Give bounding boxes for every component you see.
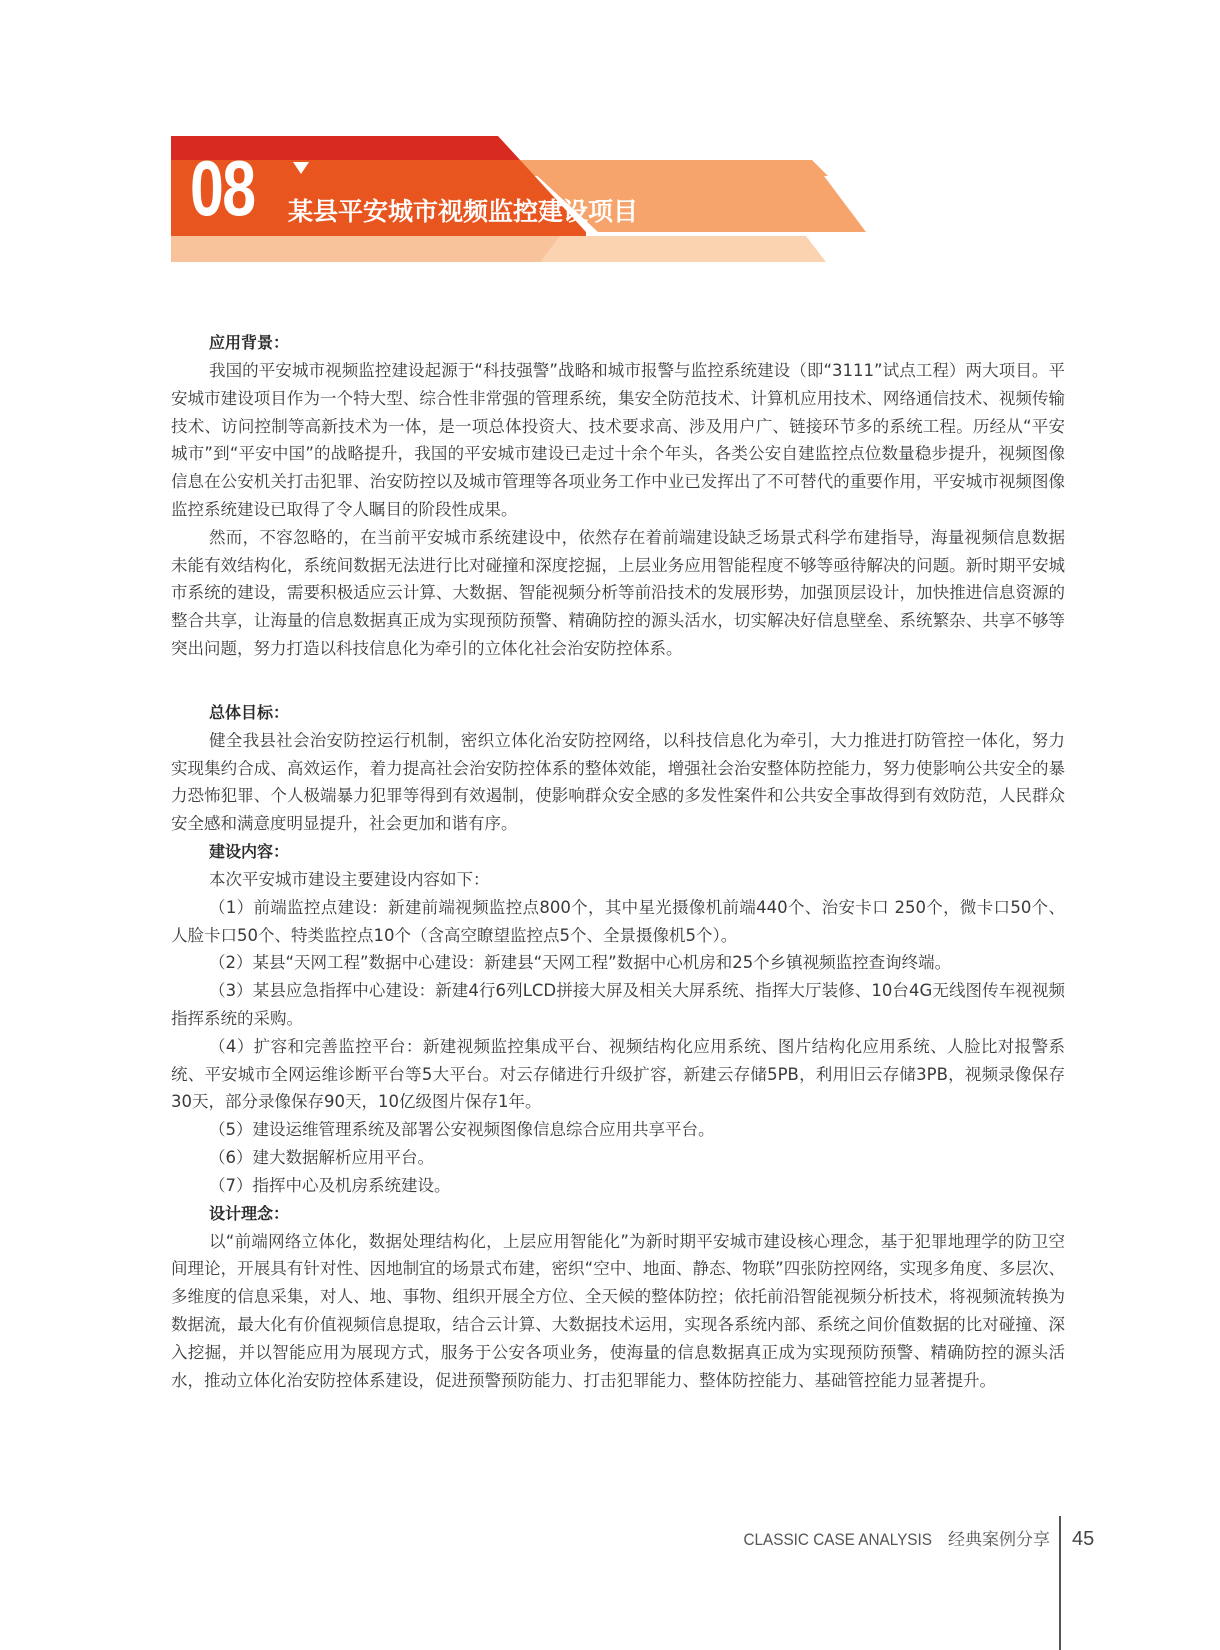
list-item: （1）前端监控点建设：新建前端视频监控点800个，其中星光摄像机前端440个、治安卡口 250个，微卡口50个、人脸卡口50个、特类监控点10个（含高空瞭望监控点5个、全景摄像机5个）。 <box>171 897 1065 945</box>
section-background <box>171 329 1065 663</box>
list-item: （7）指挥中心及机房系统建设。 <box>209 1175 451 1195</box>
chapter-number: 08 <box>190 144 255 232</box>
paragraph: 以“前端网络立体化，数据处理结构化，上层应用智能化”为新时期平安城市建设核心理念，基于犯罪地理学的防卫空间理论，开展具有针对性、因地制宜的场景式布建，密织“空中、地面、静态、物联”四张防控网络，实现多角度、多层次、多维度的信息采集，对人、地、事物、组织开展全方位、全天候的整体防控；依托前沿智能视频分析技术，将视频流转换为数据流，最大化有价值视频信息提取，结合云计算、大数据技术运用，实现各系统内部、系统之间价值数据的比对碰撞、深入挖掘，并以智能应用为展现方式，服务于公安各项业务，使海量的信息数据真正成为实现预防预警、精确防控的源头活水，推动立体化治安防控体系建设，促进预警预防能力、打击犯罪能力、整体防控能力、基础管控能力显著提升。 <box>171 1231 1065 1390</box>
section-design-concept <box>171 1200 1065 1395</box>
article-body <box>171 329 1065 1394</box>
footer-chinese: 经典案例分享 <box>948 1530 1050 1550</box>
section-heading: 设计理念： <box>209 1203 290 1223</box>
chapter-title: 某县平安城市视频监控建设项目 <box>288 197 639 226</box>
paragraph: 本次平安城市建设主要建设内容如下： <box>209 869 490 889</box>
running-footer <box>733 1528 1050 1552</box>
list-item: （3）某县应急指挥中心建设：新建4行6列LCD拼接大屏及相关大屏系统、指挥大厅装修、10台4G无线图传车视视频指挥系统的采购。 <box>171 981 1065 1028</box>
section-construction <box>171 838 1065 1200</box>
banner-graphic <box>0 0 1220 280</box>
footer-divider <box>1059 1516 1061 1650</box>
section-goals <box>171 699 1065 838</box>
footer-english: CLASSIC CASE ANALYSIS <box>743 1530 933 1549</box>
list-item: （4）扩容和完善监控平台：新建视频监控集成平台、视频结构化应用系统、图片结构化应用系统、人脸比对报警系统、平安城市全网运维诊断平台等5大平台。对云存储进行升级扩容，新建云存储5PB，利用旧云存储3PB，视频录像保存30天，部分录像保存90天，10亿级图片保存1年。 <box>171 1036 1065 1112</box>
paragraph: 我国的平安城市视频监控建设起源于“科技强警”战略和城市报警与监控系统建设（即“3111”试点工程）两大项目。平安城市建设项目作为一个特大型、综合性非常强的管理系统，集安全防范技术、计算机应用技术、网络通信技术、视频传输技术、访问控制等高新技术为一体，是一项总体投资大、技术要求高、涉及用户广、链接环节多的系统工程。历经从“平安城市”到“平安中国”的战略提升，我国的平安城市建设已走过十余个年头，各类公安自建监控点位数量稳步提升，视频图像信息在公安机关打击犯罪、治安防控以及城市管理等各项业务工作中业已发挥出了不可替代的重要作用，平安城市视频图像监控系统建设已取得了令人瞩目的阶段性成果。 <box>171 361 1065 519</box>
paragraph: 健全我县社会治安防控运行机制，密织立体化治安防控网络，以科技信息化为牵引，大力推进打防管控一体化，努力实现集约合成、高效运作，着力提高社会治安防控体系的整体效能，增强社会治安整体防控能力，努力使影响公共安全的暴力恐怖犯罪、个人极端暴力犯罪等得到有效遏制，使影响群众安全感的多发性案件和公共安全事故得到有效防范，人民群众安全感和满意度明显提升，社会更加和谐有序。 <box>171 730 1065 834</box>
section-heading: 建设内容： <box>209 841 290 861</box>
list-item: （5）建设运维管理系统及部署公安视频图像信息综合应用共享平台。 <box>209 1120 715 1140</box>
chapter-banner <box>0 0 1220 280</box>
section-heading: 总体目标： <box>209 702 290 722</box>
paragraph: 然而，不容忽略的，在当前平安城市系统建设中，依然存在着前端建设缺乏场景式科学布建指导，海量视频信息数据未能有效结构化，系统间数据无法进行比对碰撞和深度挖掘，上层业务应用智能程度不够等亟待解决的问题。新时期平安城市系统的建设，需要积极适应云计算、大数据、智能视频分析等前沿技术的发展形势，加强顶层设计，加快推进信息资源的整合共享，让海量的信息数据真正成为实现预防预警、精确防控的源头活水，切实解决好信息壁垒、系统繁杂、共享不够等突出问题，努力打造以科技信息化为牵引的立体化社会治安防控体系。 <box>171 527 1065 658</box>
list-item: （6）建大数据解析应用平台。 <box>209 1147 434 1167</box>
section-heading: 应用背景： <box>209 333 290 352</box>
banner-red-bottom <box>171 232 586 236</box>
list-item: （2）某县“天网工程”数据中心建设：新建县“天网工程”数据中心机房和25个乡镇视频监控查询终端。 <box>209 953 952 973</box>
banner-pale-lower <box>171 236 560 262</box>
page-number: 45 <box>1072 1528 1095 1550</box>
